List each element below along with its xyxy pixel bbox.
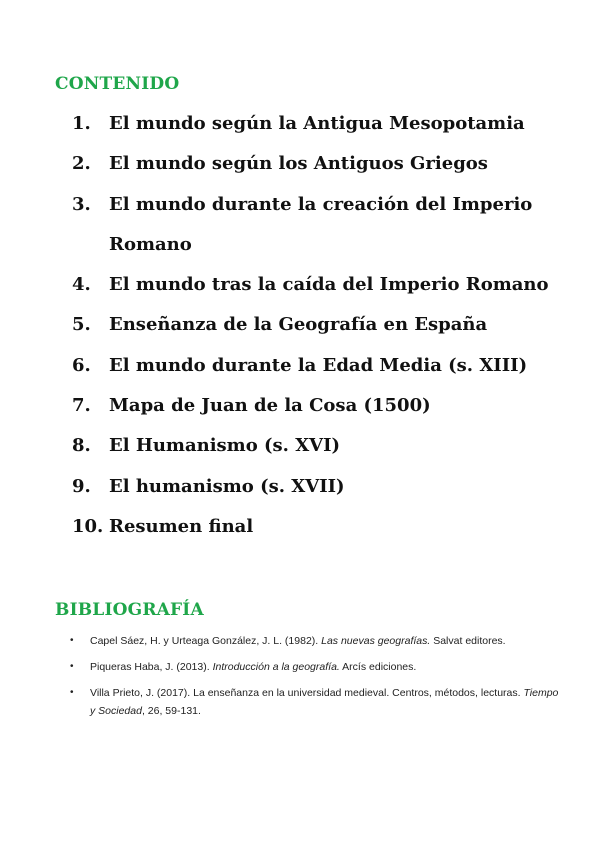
toc-item	[72, 386, 572, 426]
contenido-heading: CONTENIDO	[55, 74, 180, 94]
toc-item-text: El mundo durante la creación del Imperio Romano	[109, 193, 533, 255]
toc-item-text: El mundo durante la Edad Media (s. XIII)	[109, 354, 528, 376]
bibliography-entry-text	[90, 658, 560, 676]
toc-item-number: 4.	[72, 274, 91, 296]
citation-title: Tiempo y Sociedad	[90, 687, 559, 717]
toc-item-number: 5.	[72, 314, 91, 336]
citation-authors: Piqueras Haba, J. (2013).	[90, 661, 213, 673]
bullet-icon: •	[70, 635, 74, 646]
toc-item-number: 3.	[72, 193, 91, 215]
toc-item-text: El mundo tras la caída del Imperio Romano	[109, 274, 549, 296]
toc-item-text: Enseñanza de la Geografía en España	[109, 314, 488, 336]
toc-item	[72, 426, 572, 466]
toc-item	[72, 104, 572, 144]
citation-title: Las nuevas geografías.	[321, 635, 431, 647]
bullet-icon: •	[70, 661, 74, 672]
bibliography-entry	[70, 632, 560, 650]
bibliografia-heading: BIBLIOGRAFÍA	[55, 600, 204, 620]
bibliography-list	[70, 632, 560, 728]
toc-item-number: 6.	[72, 354, 91, 376]
bibliography-entry-text	[90, 684, 560, 720]
citation-title: Introducción a la geografía.	[212, 661, 340, 673]
toc-item-number: 8.	[72, 435, 91, 457]
bibliography-entry-text	[90, 632, 560, 650]
toc-item	[72, 144, 572, 184]
toc-item	[72, 346, 572, 386]
toc-item-number: 1.	[72, 113, 91, 134]
citation-publisher: Salvat editores.	[430, 635, 506, 647]
toc-item-number: 10.	[72, 515, 104, 537]
toc-item-text: El mundo según la Antigua Mesopotamia	[109, 113, 525, 134]
table-of-contents	[72, 104, 572, 547]
citation-publisher: , 26, 59-131.	[141, 705, 201, 717]
toc-item-text: Mapa de Juan de la Cosa (1500)	[109, 395, 431, 417]
toc-item-number: 9.	[72, 475, 91, 497]
bibliography-entry	[70, 684, 560, 720]
citation-publisher: Arcís ediciones.	[339, 661, 417, 673]
bullet-icon: •	[70, 687, 74, 698]
toc-item-text: Resumen final	[109, 515, 254, 537]
toc-item-number: 7.	[72, 395, 91, 417]
citation-authors: Villa Prieto, J. (2017). La enseñanza en la universidad medieval. Centros, métodos, lecturas.	[90, 687, 524, 699]
citation-authors: Capel Sáez, H. y Urteaga González, J. L. (1982).	[90, 635, 322, 647]
toc-item-text: El humanismo (s. XVII)	[109, 475, 345, 497]
toc-item-number: 2.	[72, 153, 91, 175]
toc-item-text: El mundo según los Antiguos Griegos	[109, 153, 488, 175]
bibliography-entry	[70, 658, 560, 676]
toc-item	[72, 265, 572, 305]
toc-item	[72, 467, 572, 507]
toc-item	[72, 305, 572, 345]
toc-item-text: El Humanismo (s. XVI)	[109, 435, 341, 457]
toc-item	[72, 507, 572, 547]
toc-item	[72, 185, 572, 266]
